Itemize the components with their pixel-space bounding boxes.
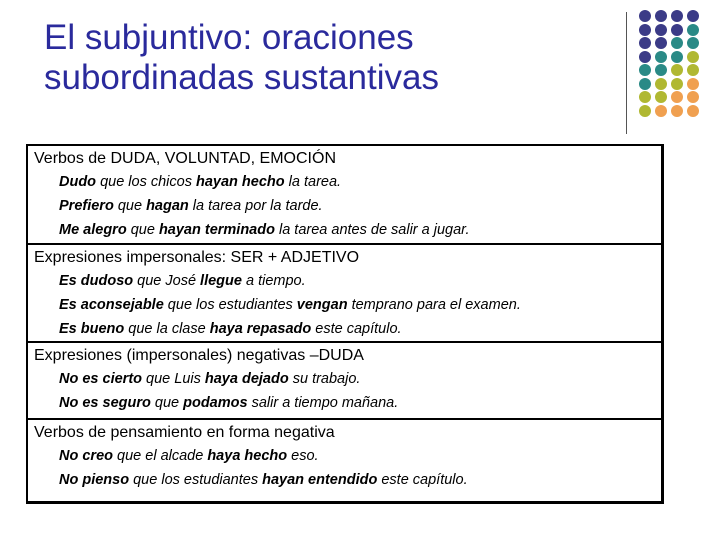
example-sentence: [59, 472, 468, 488]
sentence-text: que el alcade: [113, 448, 208, 464]
decorative-dot: [655, 78, 667, 90]
decorative-dot: [639, 51, 651, 63]
decorative-dot: [687, 37, 699, 49]
sentence-text: salir a tiempo mañana.: [247, 395, 399, 411]
decorative-dot: [671, 64, 683, 76]
highlighted-phrase: No es cierto: [59, 371, 142, 387]
decorative-vertical-line: [626, 12, 627, 134]
decorative-dot: [655, 24, 667, 36]
sentence-text: que los chicos: [96, 174, 196, 190]
decorative-dot: [687, 24, 699, 36]
highlighted-phrase: hagan: [146, 198, 189, 214]
decorative-dot: [639, 37, 651, 49]
highlighted-phrase: Dudo: [59, 174, 97, 190]
decorative-dot: [655, 51, 667, 63]
sentence-text: a tiempo.: [241, 273, 306, 289]
example-sentence: [59, 395, 398, 411]
highlighted-phrase: haya dejado: [204, 371, 289, 387]
highlighted-phrase: Es aconsejable: [59, 297, 164, 313]
decorative-dot: [671, 24, 683, 36]
sentence-text: que los estudiantes: [129, 472, 263, 488]
decorative-dot: [687, 105, 699, 117]
section: [28, 243, 661, 343]
highlighted-phrase: Es bueno: [59, 321, 125, 337]
example-sentence: [59, 273, 306, 289]
sentence-text: que los estudiantes: [163, 297, 297, 313]
example-sentence: [59, 371, 360, 387]
decorative-dot: [655, 91, 667, 103]
decorative-dot: [655, 105, 667, 117]
section-heading: Verbos de DUDA, VOLUNTAD, EMOCIÓN: [34, 150, 336, 167]
decorative-dot: [639, 91, 651, 103]
title-line-1: El subjuntivo: oraciones: [44, 18, 414, 57]
section-heading: Verbos de pensamiento en forma negativa: [34, 424, 335, 441]
decorative-dot: [671, 37, 683, 49]
decorative-dot: [639, 64, 651, 76]
decorative-dot: [671, 51, 683, 63]
sentence-text: este capítulo.: [311, 321, 402, 337]
example-sentence: [59, 174, 341, 190]
examples-table: [26, 144, 664, 504]
example-sentence: [59, 297, 521, 313]
decorative-dot: [655, 37, 667, 49]
sentence-text: temprano para el examen.: [347, 297, 521, 313]
sentence-text: que: [126, 222, 159, 238]
sentence-text: que: [150, 395, 184, 411]
highlighted-phrase: haya hecho: [207, 448, 288, 464]
sentence-text: que la clase: [124, 321, 210, 337]
decorative-dot: [639, 78, 651, 90]
highlighted-phrase: hayan hecho: [196, 174, 285, 190]
decorative-dot: [671, 105, 683, 117]
highlighted-phrase: podamos: [183, 395, 248, 411]
highlighted-phrase: haya repasado: [209, 321, 312, 337]
section: [28, 418, 661, 505]
decorative-dot: [671, 78, 683, 90]
highlighted-phrase: hayan entendido: [262, 472, 378, 488]
example-sentence: [59, 222, 470, 238]
decorative-dot: [687, 64, 699, 76]
decorative-dot: [671, 10, 683, 22]
sentence-text: que: [113, 198, 147, 214]
highlighted-phrase: vengan: [296, 297, 348, 313]
title-line-2: subordinadas sustantivas: [44, 58, 439, 97]
decorative-dot: [687, 10, 699, 22]
section-heading: Expresiones impersonales: SER + ADJETIVO: [34, 249, 360, 266]
decorative-dot: [639, 105, 651, 117]
highlighted-phrase: Me alegro: [59, 222, 127, 238]
example-sentence: [59, 321, 402, 337]
slide-title: [44, 18, 604, 98]
decorative-dot: [655, 64, 667, 76]
decorative-dot-grid: [639, 10, 720, 120]
sentence-text: que Luis: [142, 371, 205, 387]
sentence-text: eso.: [287, 448, 319, 464]
sentence-text: la tarea antes de salir a jugar.: [274, 222, 470, 238]
sentence-text: este capítulo.: [377, 472, 468, 488]
example-sentence: [59, 448, 319, 464]
highlighted-phrase: Prefiero: [59, 198, 114, 214]
decorative-dot: [687, 91, 699, 103]
section: [28, 146, 661, 243]
highlighted-phrase: llegue: [200, 273, 242, 289]
decorative-dot: [639, 24, 651, 36]
highlighted-phrase: hayan terminado: [158, 222, 275, 238]
decorative-dot: [687, 51, 699, 63]
highlighted-phrase: No es seguro: [59, 395, 151, 411]
section-heading: Expresiones (impersonales) negativas –DUDA: [34, 347, 364, 364]
example-sentence: [59, 198, 323, 214]
highlighted-phrase: Es dudoso: [59, 273, 134, 289]
sentence-text: la tarea por la tarde.: [188, 198, 323, 214]
sentence-text: su trabajo.: [288, 371, 361, 387]
section: [28, 341, 661, 420]
sentence-text: la tarea.: [284, 174, 342, 190]
sentence-text: que José: [133, 273, 201, 289]
decorative-dot: [687, 78, 699, 90]
decorative-dot: [671, 91, 683, 103]
highlighted-phrase: No creo: [59, 448, 113, 464]
highlighted-phrase: No pienso: [59, 472, 130, 488]
decorative-dot: [639, 10, 651, 22]
decorative-dot: [655, 10, 667, 22]
